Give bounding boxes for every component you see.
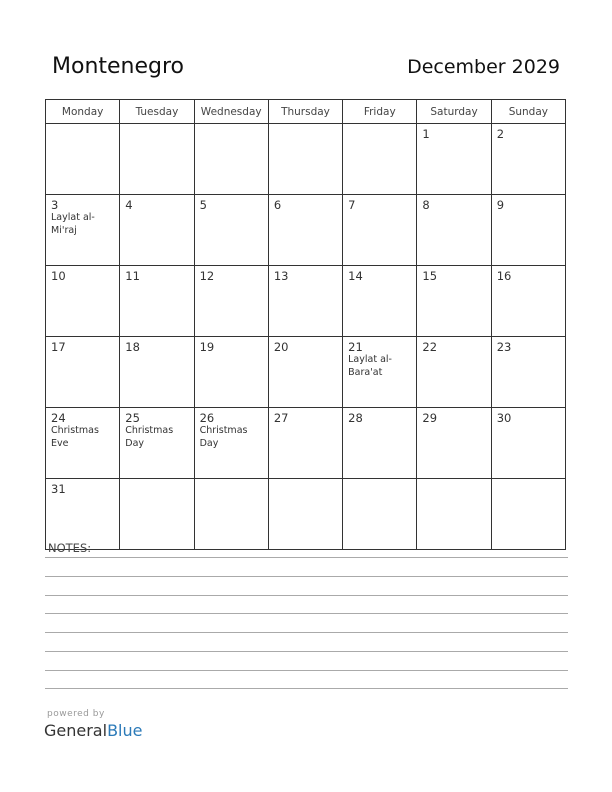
day-number: 20	[273, 340, 289, 354]
day-number: 23	[496, 340, 512, 354]
day-cell	[194, 408, 268, 479]
day-cell	[417, 195, 491, 266]
day-cell	[46, 195, 120, 266]
day-cell	[343, 195, 417, 266]
day-cell	[343, 479, 417, 550]
week-row	[46, 195, 566, 266]
country-title: Montenegro	[52, 54, 185, 79]
week-row	[46, 266, 566, 337]
day-cell	[268, 408, 342, 479]
brand-name-general: General	[44, 721, 108, 740]
day-cell	[46, 408, 120, 479]
day-number: 31	[51, 482, 66, 496]
weekday-header: Saturday	[417, 100, 491, 124]
day-cell	[194, 195, 268, 266]
day-number: 2	[496, 127, 505, 141]
weekday-header-row	[46, 100, 566, 124]
day-cell	[491, 124, 565, 195]
day-number: 11	[125, 269, 140, 283]
holiday-label: Christmas Day	[125, 425, 174, 449]
day-cell	[343, 408, 417, 479]
day-cell	[46, 266, 120, 337]
day-number: 3	[51, 198, 59, 212]
month-year-title: December 2029	[407, 56, 560, 78]
day-cell	[194, 337, 268, 408]
powered-by-text: powered by	[47, 709, 105, 719]
notes-line	[45, 613, 568, 614]
day-number: 7	[348, 198, 356, 212]
weekday-header: Thursday	[268, 100, 342, 124]
day-cell	[120, 266, 194, 337]
notes-line	[45, 688, 568, 689]
day-cell	[46, 337, 120, 408]
week-row	[46, 337, 566, 408]
day-number: 15	[422, 269, 438, 283]
day-number: 30	[496, 411, 512, 425]
weekday-header: Friday	[343, 100, 417, 124]
day-cell	[343, 266, 417, 337]
day-cell	[120, 124, 194, 195]
day-number: 9	[496, 198, 505, 212]
day-number: 10	[51, 269, 66, 283]
day-cell	[491, 337, 565, 408]
day-cell	[417, 337, 491, 408]
day-number: 19	[199, 340, 215, 354]
day-number: 22	[422, 340, 438, 354]
week-row	[46, 408, 566, 479]
day-cell	[120, 408, 194, 479]
day-number: 28	[348, 411, 363, 425]
notes-line	[45, 557, 568, 558]
notes-label: NOTES:	[48, 541, 92, 555]
day-cell	[268, 337, 342, 408]
day-number: 24	[51, 411, 66, 425]
day-number: 13	[273, 269, 289, 283]
notes-line	[45, 595, 568, 596]
day-number: 8	[422, 198, 430, 212]
day-cell	[343, 124, 417, 195]
brand-name-blue: Blue	[107, 721, 143, 740]
weekday-header: Sunday	[491, 100, 565, 124]
day-cell	[194, 124, 268, 195]
holiday-label: Laylat al-Mi'raj	[51, 212, 95, 236]
day-number: 12	[199, 269, 215, 283]
day-number: 18	[125, 340, 140, 354]
day-cell	[417, 124, 491, 195]
brand-logo	[44, 721, 142, 740]
day-cell	[417, 408, 491, 479]
day-cell	[491, 195, 565, 266]
day-number: 6	[273, 198, 282, 212]
day-number: 25	[125, 411, 140, 425]
weekday-header: Monday	[46, 100, 120, 124]
day-cell	[491, 266, 565, 337]
notes-line	[45, 576, 568, 577]
day-cell	[194, 266, 268, 337]
day-cell	[120, 479, 194, 550]
week-row	[46, 124, 566, 195]
day-cell	[120, 195, 194, 266]
day-number: 27	[273, 411, 289, 425]
day-cell	[268, 195, 342, 266]
calendar-grid	[45, 99, 566, 550]
day-cell	[417, 266, 491, 337]
day-cell	[268, 266, 342, 337]
notes-line	[45, 670, 568, 671]
day-number: 26	[199, 411, 215, 425]
weekday-header: Wednesday	[194, 100, 268, 124]
holiday-label: Christmas Day	[199, 425, 248, 449]
day-number: 29	[422, 411, 438, 425]
day-number: 14	[348, 269, 363, 283]
day-cell	[46, 124, 120, 195]
day-cell	[417, 479, 491, 550]
day-cell	[491, 479, 565, 550]
day-number: 4	[125, 198, 133, 212]
day-number: 21	[348, 340, 363, 354]
day-number: 17	[51, 340, 66, 354]
day-cell	[491, 408, 565, 479]
day-cell	[46, 479, 120, 550]
day-cell	[120, 337, 194, 408]
day-cell	[194, 479, 268, 550]
notes-line	[45, 651, 568, 652]
notes-line	[45, 632, 568, 633]
week-row	[46, 479, 566, 550]
weekday-header: Tuesday	[120, 100, 194, 124]
day-cell	[268, 124, 342, 195]
day-number: 16	[496, 269, 512, 283]
day-number: 5	[199, 198, 207, 212]
holiday-label: Christmas Eve	[51, 425, 99, 449]
day-cell	[343, 337, 417, 408]
day-number: 1	[422, 127, 430, 141]
day-cell	[268, 479, 342, 550]
holiday-label: Laylat al-Bara'at	[348, 354, 392, 378]
